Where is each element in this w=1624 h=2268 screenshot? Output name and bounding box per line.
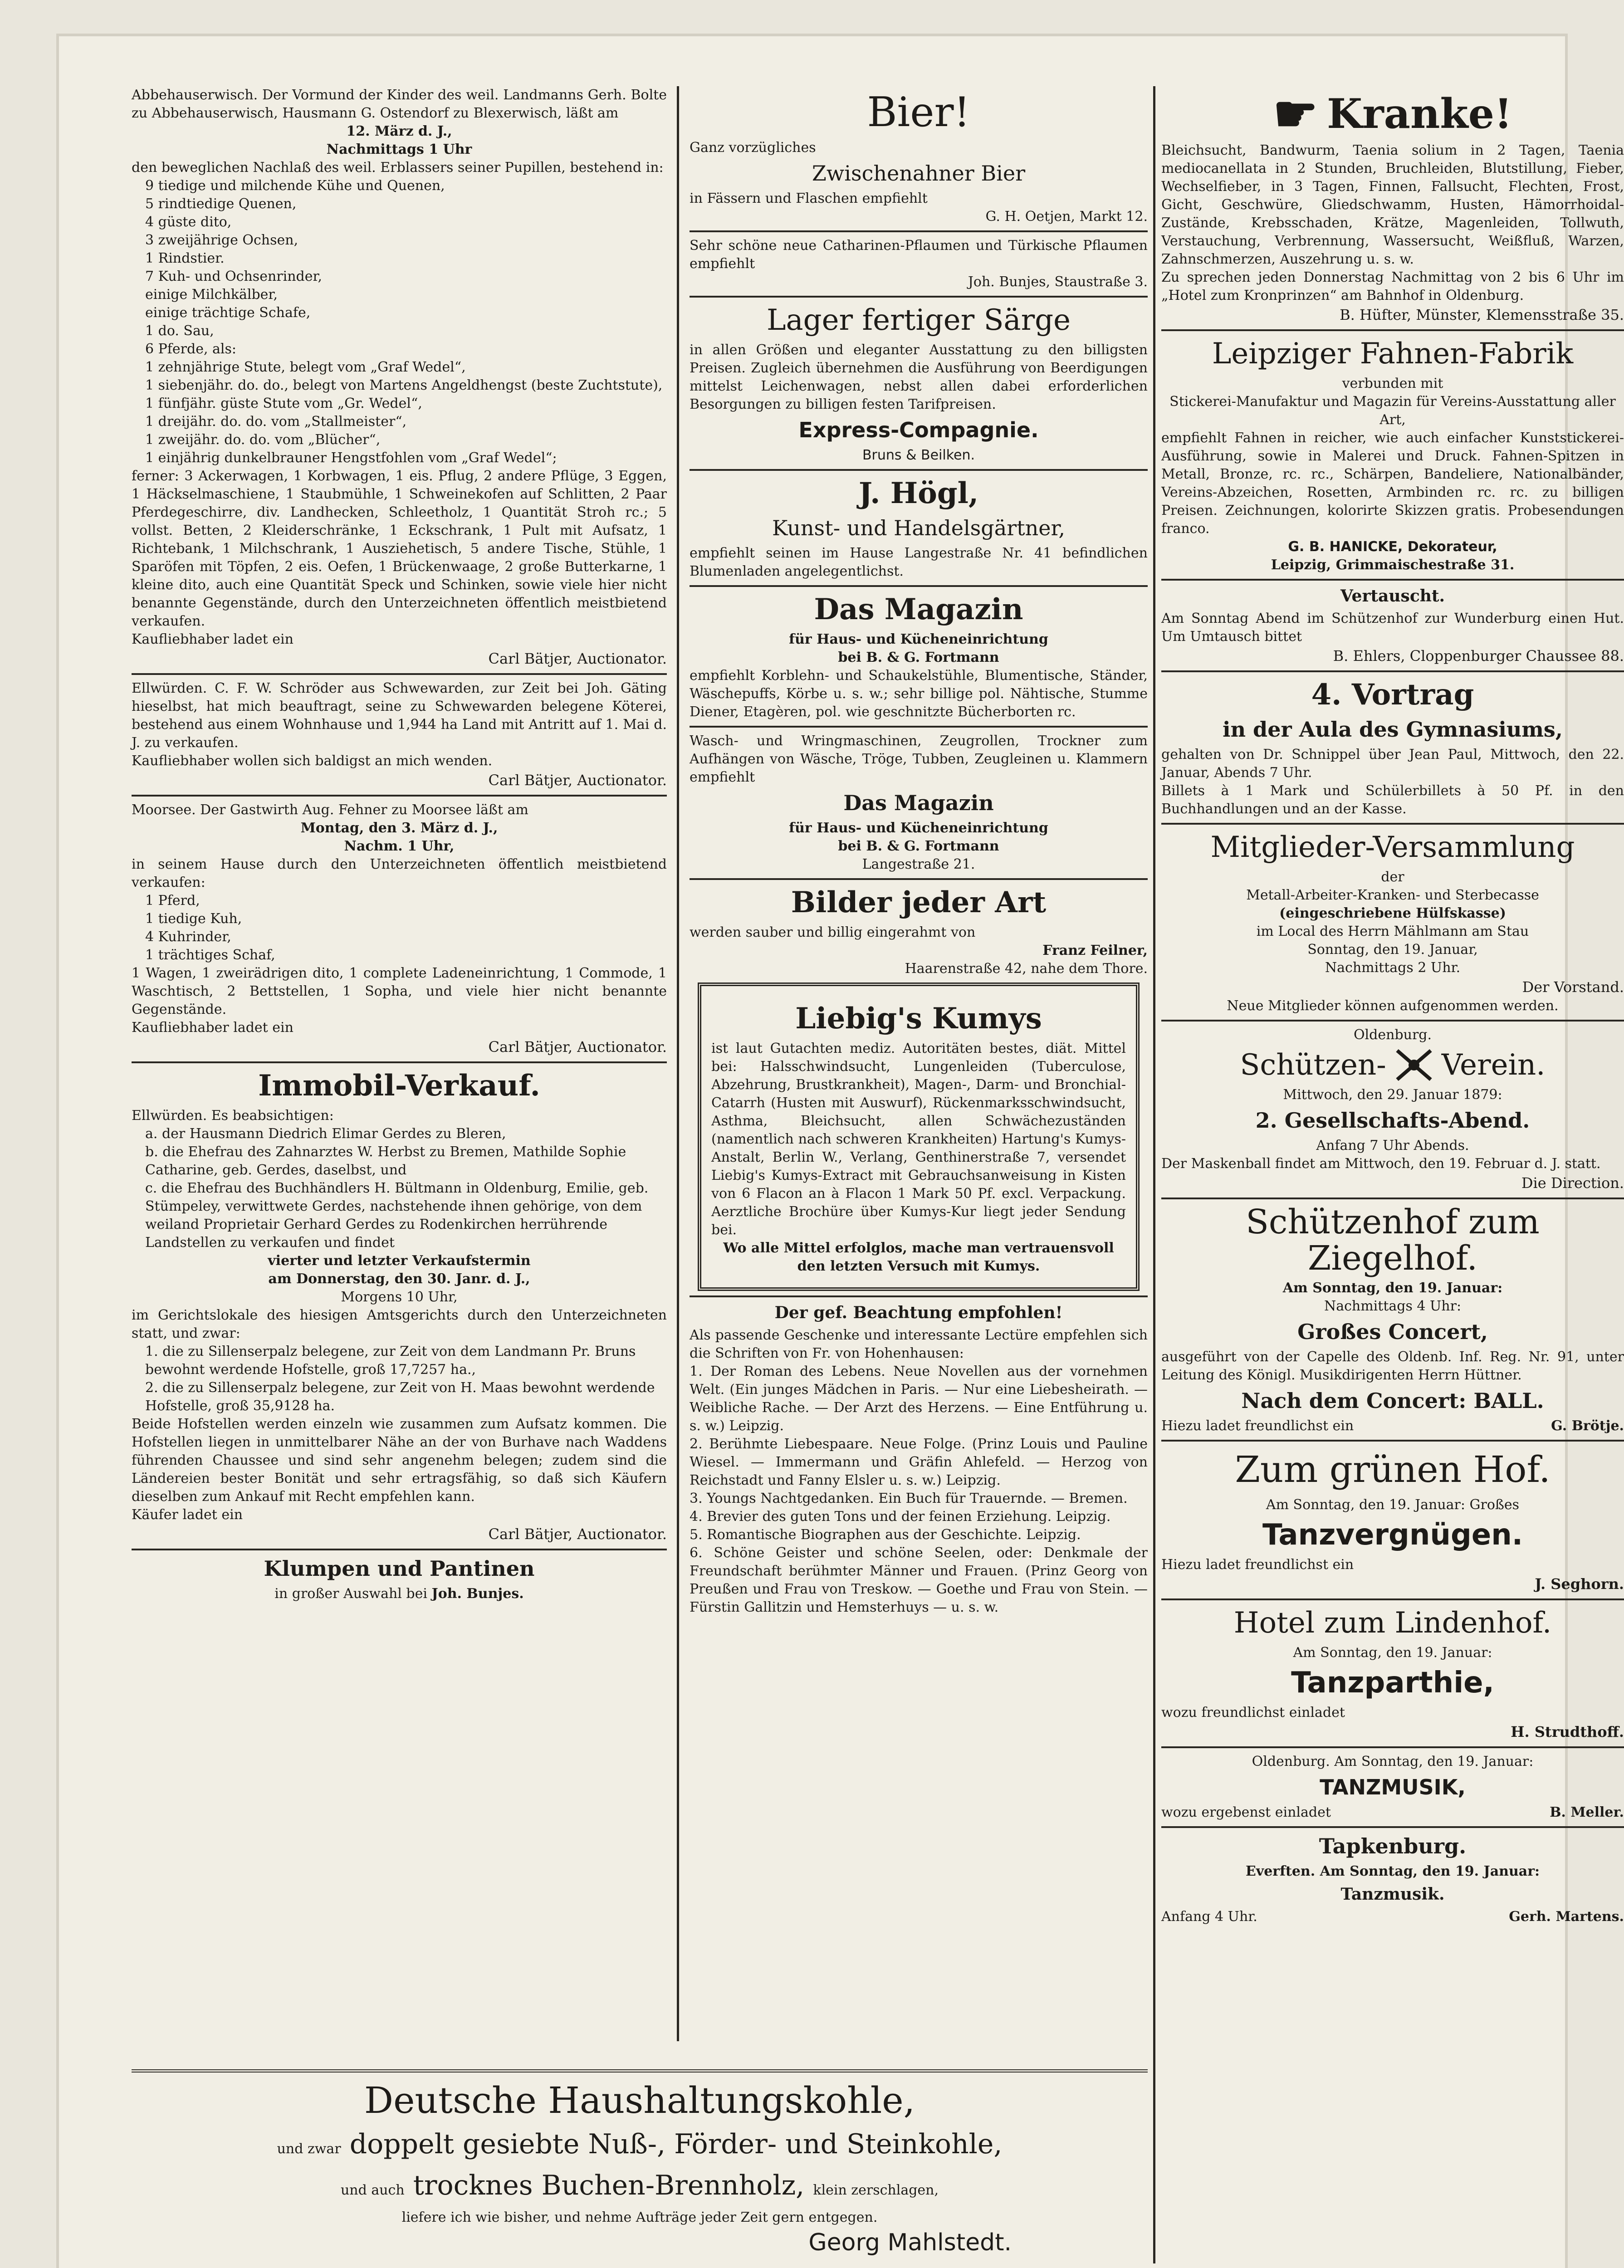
ad-klumpen-pantinen	[132, 1555, 667, 1603]
text-line: wozu freundlichst einladet	[1161, 1705, 1345, 1721]
firm-name: bei B. & G. Fortmann	[838, 650, 999, 665]
ad-title: Immobil-Verkauf.	[258, 1069, 540, 1103]
list-item: 1 zehnjährige Stute, belegt vom „Graf Wedel“,	[145, 359, 466, 375]
firm-name: bei B. & G. Fortmann	[838, 838, 999, 854]
divider	[1161, 329, 1624, 331]
text-line: Abbehauserwisch. Der Vormund der Kinder des weil. Landmanns Gerh. Bolte zu Abbehauserwisch, Hausmann G. Ostendorf zu Blexerwisch, läßt am	[132, 87, 667, 121]
seller-name: Franz Feilner,	[1042, 943, 1148, 958]
list-item: 1 dreijähr. do. do. vom „Stallmeister“,	[145, 414, 407, 430]
divider	[1161, 1746, 1624, 1748]
address: Leipzig, Grimmaischestraße 31.	[1271, 557, 1515, 573]
signature: G. Brötje.	[1551, 1418, 1624, 1434]
event-title: Tanzparthie,	[1291, 1666, 1494, 1700]
list-item: 1 siebenjähr. do. do., belegt von Martens Angeldhengst (beste Zuchtstute),	[145, 377, 663, 393]
signature: Carl Bätjer, Auctionator.	[488, 1525, 667, 1543]
divider	[690, 726, 1148, 728]
product-name: Zwischenahner Bier	[812, 161, 1026, 186]
column-rule	[1153, 86, 1155, 2263]
org-subtitle: (eingeschriebene Hülfskasse)	[1279, 905, 1506, 921]
divider	[1161, 1020, 1624, 1022]
signature: Carl Bätjer, Auctionator.	[488, 650, 667, 667]
ad-lindenhof	[1161, 1605, 1624, 1742]
list-item: 6. Schöne Geister und schöne Seelen, oder: Denkmale der Freundschaft berühmter Männer und Frauen. (Prinz Georg von Preußen und Frau von Treskow. — Goethe und Frau von Stein. — Fürstin Gallitzin und Hemsterhuys — u. s. w.	[690, 1545, 1148, 1615]
divider	[1161, 1598, 1624, 1600]
auction-term: vierter und letzter Verkaufstermin	[268, 1253, 531, 1269]
product-line: trocknes Buchen-Brennholz,	[413, 2170, 805, 2201]
signature: J. Seghorn.	[1535, 1575, 1624, 1593]
list-item: 1 trächtiges Schaf,	[145, 947, 275, 963]
ad-schuetzenverein	[1161, 1026, 1624, 1193]
ad-lectuere	[690, 1302, 1148, 1617]
company-owners: Bruns & Beilken.	[862, 447, 975, 463]
ad-tapkenburg	[1161, 1833, 1624, 1926]
text-line: Als passende Geschenke und interessante Lectüre empfehlen sich die Schriften von Fr. von Hohenhausen:	[690, 1327, 1148, 1361]
ad-title: Bilder jeder Art	[791, 885, 1047, 919]
company-name: Express-Compagnie.	[798, 418, 1039, 442]
signature: B. Ehlers, Cloppenburger Chaussee 88.	[1333, 647, 1624, 665]
list-item: 1 do. Sau,	[145, 323, 214, 339]
ad-subtitle: in der Aula des Gymnasiums,	[1223, 717, 1563, 742]
ad-tanzmusik	[1161, 1753, 1624, 1822]
divider	[132, 2069, 1148, 2072]
text-line: Moorsee. Der Gastwirth Aug. Fehner zu Moorsee läßt am	[132, 802, 528, 818]
event-title: 2. Gesellschafts-Abend.	[1255, 1108, 1530, 1133]
list-item: 4 güste dito,	[145, 214, 232, 230]
text-line: der	[1381, 869, 1404, 885]
column-rule	[677, 86, 679, 2041]
text-line: in Fässern und Flaschen empfiehlt	[690, 191, 928, 206]
event-date: Am Sonntag, den 19. Januar:	[1293, 1645, 1492, 1661]
ad-subtitle: für Haus- und Kücheneinrichtung	[789, 631, 1048, 647]
ad-title: Vertauscht.	[1340, 587, 1445, 606]
auction-date: Montag, den 3. März d. J.,	[300, 820, 498, 836]
signature: Der Vorstand.	[1522, 978, 1624, 996]
address: Haarenstraße 42, nahe dem Thore.	[905, 961, 1148, 977]
divider	[690, 296, 1148, 298]
ad-subtitle: Kunst- und Handelsgärtner,	[772, 516, 1066, 540]
ad-title: Lager fertiger Särge	[767, 303, 1071, 337]
list-item: 1 einjährig dunkelbrauner Hengstfohlen vom „Graf Wedel“;	[145, 450, 557, 466]
seller-name: Joh. Bunjes.	[431, 1586, 524, 1602]
ad-title: Liebig's Kumys	[795, 1002, 1042, 1036]
list-item: 2. die zu Sillenserpalz belegene, zur Zeit von H. Maas bewohnt werdende Hofstelle, groß 35,9128 ha.	[145, 1380, 655, 1414]
text-line: im Gerichtslokale des hiesigen Amtsgerichts durch den Unterzeichneten statt, und zwar:	[132, 1307, 667, 1341]
text-block: Billets à 1 Mark und Schülerbillets à 50 Pf. in den Buchhandlungen und an der Kasse.	[1161, 783, 1624, 817]
ad-moorsee-auction	[132, 801, 667, 1057]
signature: B. Meller.	[1550, 1804, 1624, 1820]
event-date: Am Sonntag, den 19. Januar: Großes	[1266, 1497, 1520, 1513]
divider	[690, 469, 1148, 471]
signature: Carl Bätjer, Auctionator.	[488, 772, 667, 789]
newspaper-page	[59, 36, 1624, 2268]
text-block: 1 Wagen, 1 zweirädrigen dito, 1 complete Ladeneinrichtung, 1 Commode, 1 Waschtisch, 2 Bettstellen, 1 Sopha, und viele hier nicht benannte Gegenstände.	[132, 965, 667, 1017]
event-date: Sonntag, den 19. Januar,	[1307, 942, 1478, 958]
auction-time: Morgens 10 Uhr,	[341, 1289, 458, 1305]
list-item: 6 Pferde, als:	[145, 341, 237, 357]
ad-kumys-frame	[698, 982, 1140, 1291]
ad-title: Mitglieder-Versammlung	[1210, 831, 1575, 864]
text-block: empfiehlt Fahnen in reicher, wie auch einfacher Kunststickerei-Ausführung, sowie in Malerei und Druck. Fahnen-Spitzen in Metall, Bronze, rc. rc., Schärpen, Bandeliere, Nationalbänder, Vereins-Abzeichen, Rosetten, Armbinden rc. rc. zu billigen Preisen. Zeichnungen, kolorirte Skizzen gratis. Probesendungen franco.	[1161, 430, 1624, 537]
signature: B. Hüfter, Münster, Klemensstraße 35.	[1340, 306, 1624, 323]
seller-name: Georg Mahlstedt.	[808, 2229, 1012, 2256]
ad-title: Deutsche Haushaltungskohle,	[364, 2079, 915, 2121]
text-line: Hiezu ladet freundlichst ein	[1161, 1418, 1354, 1434]
closing-line: Wo alle Mittel erfolglos, mache man vertrauensvoll den letzten Versuch mit Kumys.	[723, 1240, 1114, 1274]
ad-bier	[690, 89, 1148, 226]
text-line: Kaufliebhaber ladet ein	[132, 1020, 293, 1036]
list-item: c. die Ehefrau des Buchhändlers H. Bültmann in Oldenburg, Emilie, geb. Stümpeley, verwittwete Gerdes, nachstehende ihnen gehörige, von dem weiland Proprietair Gerhard Gerdes zu Rodenkirchen herrührende Landstellen zu verkaufen und findet	[145, 1180, 649, 1251]
firm-name: G. B. HANICKE, Dekorateur,	[1288, 539, 1497, 555]
text-block: Sehr schöne neue Catharinen-Pflaumen und Türkische Pflaumen empfiehlt	[690, 238, 1148, 272]
divider	[1161, 670, 1624, 672]
list-item: 3 zweijährige Ochsen,	[145, 232, 298, 248]
list-item: 1 Pferd,	[145, 893, 200, 909]
signature: Carl Bätjer, Auctionator.	[488, 1038, 667, 1056]
text-block: Zu sprechen jeden Donnerstag Nachmittag von 2 bis 6 Uhr im „Hotel zum Kronprinzen“ am Bahnhof in Oldenburg.	[1161, 269, 1624, 303]
signature: H. Strudthoff.	[1511, 1723, 1624, 1740]
seller-name: Joh. Bunjes, Staustraße 3.	[968, 274, 1148, 290]
text-block: Ellwürden. C. F. W. Schröder aus Schwewarden, zur Zeit bei Joh. Gäting hieselbst, hat mich beauftragt, seine zu Schwewarden belegene Köterei, bestehend aus einem Wohnhause und 1,944 ha Land mit Antritt auf 1. Mai d. J. zu verkaufen.	[132, 680, 667, 751]
ad-pflaumen	[690, 237, 1148, 291]
ad-auction-abbehauserwisch	[132, 86, 667, 669]
text-line: in seinem Hause durch den Unterzeichneten öffentlich meistbietend verkaufen:	[132, 856, 667, 890]
text-block: in allen Größen und eleganter Ausstattung zu den billigsten Preisen. Zugleich übernehmen die Ausführung von Beerdigungen mittelst Leichenwagen, nebst allen dabei erforderlichen Besorgungen zu billigen festen Tarifpreisen.	[690, 342, 1148, 412]
text-line: Käufer ladet ein	[132, 1507, 243, 1523]
text-block: Beide Hofstellen werden einzeln wie zusammen zum Aufsatz kommen. Die Hofstellen liegen in unmittelbarer Nähe an der von Burhave nach Waddens führenden Chaussee und sind sehr angenehm belegen; zudem sind die Ländereien bester Bonität und sehr ertragsfähig, so daß sich Käufern dieselben zum Ankauf mit Recht empfehlen kann.	[132, 1416, 667, 1505]
column-right	[1161, 86, 1624, 2263]
event-time: Nachmittags 4 Uhr:	[1324, 1298, 1462, 1314]
text-line: Kaufliebhaber ladet ein	[132, 631, 293, 647]
event-title: Tanzmusik.	[1340, 1885, 1445, 1904]
ad-title: 4. Vortrag	[1311, 678, 1474, 712]
list-item: 1. die zu Sillenserpalz belegene, zur Zeit von dem Landmann Pr. Bruns bewohnt werdende Hofstelle, groß 17,7257 ha.,	[145, 1344, 636, 1378]
divider	[132, 673, 667, 675]
text-line: und auch	[340, 2182, 405, 2198]
ad-bilder	[690, 885, 1148, 978]
text-line: Hiezu ladet freundlichst ein	[1161, 1557, 1354, 1573]
text-line: klein zerschlagen,	[813, 2182, 939, 2198]
divider	[690, 1295, 1148, 1297]
event-time: Nachmittags 2 Uhr.	[1325, 960, 1461, 976]
ad-title: Tapkenburg.	[1319, 1834, 1467, 1858]
event-date: Mittwoch, den 29. Januar 1879:	[1283, 1087, 1502, 1103]
ad-title: Kranke!	[1327, 90, 1512, 138]
city-name: Oldenburg.	[1353, 1027, 1432, 1043]
list-item: 9 tiedige und milchende Kühe und Quenen,	[145, 178, 445, 194]
text-line: Neue Mitglieder können aufgenommen werden.	[1227, 998, 1559, 1014]
column-left	[132, 86, 667, 2041]
product-line: doppelt gesiebte Nuß-, Förder- und Steinkohle,	[349, 2128, 1003, 2160]
text-line: ferner: 3 Ackerwagen, 1 Korbwagen, 1 eis. Pflug, 2 andere Pflüge, 3 Eggen, 1 Häckselmaschiene, 1 Staubmühle, 1 Schweinekofen auf Schlitten, 2 Paar Pferdegeschirre, div. Landhecken, Schleetholz, 1 Quantität Stroh rc.; 5 vollst. Betten, 2 Kleiderschränke, 1 Eckschrank, 1 Pult mit Aufsatz, 1 Richtebank, 1 Milchschrank, 1 Ausziehetisch, 5 andere Tische, Stühle, 1 Sparöfen mit Töpfen, 2 eis. Oefen, 1 Brückenwaage, 2 große Butterkarne, 1 kleine dito, auch eine Quantität Speck und Schinken, sowie viele hier nicht benannte Gegenstände, durch den Unterzeichneten öffentlich meistbietend verkaufen.	[132, 468, 667, 629]
signature: Die Direction.	[1521, 1174, 1624, 1192]
ad-ellwuerden-koeterei	[132, 679, 667, 790]
list-item: 4. Brevier des guten Tons und der feinen Erziehung. Leipzig.	[690, 1509, 1111, 1525]
ad-magazin-2	[690, 732, 1148, 874]
event-ball: Nach dem Concert: BALL.	[1241, 1388, 1544, 1413]
auction-time: Nachmittags 1 Uhr	[326, 142, 472, 157]
ad-vertauscht	[1161, 585, 1624, 666]
text-block: empfiehlt Korblehn- und Schaukelstühle, Blumentische, Ständer, Wäschepuffs, Körbe u. s. w.; sehr billige pol. Nähtische, Stumme Diener, Etagèren, pol. wie geschnitzte Bücherborten rc.	[690, 668, 1148, 720]
list-item: 2. Berühmte Liebespaare. Neue Folge. (Prinz Louis und Pauline Wiesel. — Immermann und Gräfin Ahlefeld. — Herzog von Reichstadt und Fanny Elsler u. s. w.) Leipzig.	[690, 1436, 1148, 1488]
list-item: 1 zweijähr. do. do. vom „Blücher“,	[145, 432, 381, 448]
text-block: gehalten von Dr. Schnippel über Jean Paul, Mittwoch, den 22. Januar, Abends 7 Uhr.	[1161, 747, 1624, 781]
ad-subtitle: für Haus- und Kücheneinrichtung	[789, 820, 1048, 836]
divider	[1161, 579, 1624, 581]
divider	[1161, 823, 1624, 825]
ad-ziegelhof	[1161, 1204, 1624, 1435]
list-item: 1 tiedige Kuh,	[145, 911, 242, 927]
text-block: empfiehlt seinen im Hause Langestraße Nr. 41 befindlichen Blumenladen angelegentlichst.	[690, 545, 1148, 579]
text-line: und zwar	[277, 2141, 341, 2157]
text-line: in großer Auswahl bei	[274, 1586, 427, 1602]
text-block: ausgeführt von der Capelle des Oldenb. Inf. Reg. Nr. 91, unter Leitung des Königl. Musikdirigenten Herrn Hüttner.	[1161, 1349, 1624, 1383]
auction-time: Nachm. 1 Uhr,	[344, 838, 455, 854]
text-line: wozu ergebenst einladet	[1161, 1804, 1331, 1820]
ad-hoegl	[690, 475, 1148, 581]
event-date: Oldenburg. Am Sonntag, den 19. Januar:	[1252, 1754, 1534, 1769]
ad-haushaltungskohle	[132, 2064, 1148, 2268]
place: im Local des Herrn Mählmann am Stau	[1256, 924, 1529, 939]
ad-fahnen	[1161, 336, 1624, 574]
event-date: Everften. Am Sonntag, den 19. Januar:	[1245, 1863, 1540, 1879]
ad-title: J. Högl,	[858, 476, 979, 510]
text-line: Ganz vorzügliches	[690, 140, 816, 156]
ad-title-left: Schützen-	[1240, 1048, 1386, 1082]
ad-title: Zum grünen Hof.	[1235, 1448, 1551, 1491]
signature: Gerh. Martens.	[1509, 1909, 1624, 1925]
ad-vortrag	[1161, 677, 1624, 818]
auction-date: am Donnerstag, den 30. Janr. d. J.,	[268, 1271, 530, 1287]
text-line: den beweglichen Nachlaß des weil. Erblassers seiner Pupillen, bestehend in:	[132, 160, 664, 176]
list-item: 1 fünfjähr. güste Stute vom „Gr. Wedel“,	[145, 396, 422, 411]
ad-title: Das Magazin	[843, 791, 994, 815]
divider	[1161, 1826, 1624, 1828]
text-line: Am Sonntag Abend im Schützenhof zur Wunderburg einen Hut. Um Umtausch bittet	[1161, 611, 1624, 645]
text-line: Kaufliebhaber wollen sich baldigst an mich wenden.	[132, 753, 493, 769]
event-time: Anfang 7 Uhr Abends.	[1316, 1138, 1469, 1154]
ad-kranke	[1161, 84, 1624, 325]
divider	[132, 795, 667, 797]
org-name: Metall-Arbeiter-Kranken- und Sterbecasse	[1246, 887, 1539, 903]
text-block: Wasch- und Wringmaschinen, Zeugrollen, Trockner zum Aufhängen von Wäsche, Tröge, Tubben, Zeugleinen u. Klammern empfiehlt	[690, 733, 1148, 785]
ad-title: Der gef. Beachtung empfohlen!	[774, 1303, 1063, 1322]
ad-subtitle: Stickerei-Manufaktur und Magazin für Vereins-Ausstattung aller Art,	[1169, 394, 1616, 428]
ad-title: Hotel zum Lindenhof.	[1233, 1606, 1552, 1640]
crossed-rifles-icon	[1394, 1047, 1434, 1083]
divider	[690, 230, 1148, 232]
list-item: einige Milchkälber,	[145, 287, 278, 303]
list-item: 4 Kuhrinder,	[145, 929, 231, 945]
ad-title: Klumpen und Pantinen	[264, 1556, 535, 1581]
text-line: verbunden mit	[1342, 376, 1443, 391]
text-line: werden sauber und billig eingerahmt von	[690, 924, 976, 940]
address: Langestraße 21.	[862, 856, 975, 872]
seller-name: G. H. Oetjen, Markt 12.	[985, 209, 1148, 225]
auction-date: 12. März d. J.,	[346, 123, 452, 139]
list-item: 3. Youngs Nachtgedanken. Ein Buch für Trauernde. — Bremen.	[690, 1491, 1128, 1506]
event-title: Großes Concert,	[1297, 1320, 1488, 1344]
divider	[132, 1549, 667, 1550]
event-title: Tanzvergnügen.	[1262, 1518, 1523, 1552]
ad-title: Das Magazin	[814, 592, 1023, 626]
list-item: a. der Hausmann Diedrich Elimar Gerdes zu Bleren,	[145, 1126, 506, 1142]
divider	[690, 585, 1148, 587]
pointing-hand-icon: ☛	[1273, 84, 1318, 143]
list-item: einige trächtige Schafe,	[145, 305, 311, 321]
event-title: TANZMUSIK,	[1320, 1775, 1466, 1799]
ad-title: Leipziger Fahnen-Fabrik	[1212, 337, 1574, 371]
list-item: 1. Der Roman des Lebens. Neue Novellen aus der vornehmen Welt. (Ein junges Mädchen in Paris. — Nur eine Liebesheirath. — Weibliche Rache. — Der Arzt des Herzens. — Eine Entführung u. s. w.) Leipzig.	[690, 1364, 1148, 1434]
event-date: Am Sonntag, den 19. Januar:	[1282, 1280, 1503, 1296]
ad-title-right: Verein.	[1441, 1048, 1546, 1082]
ad-mitglieder	[1161, 829, 1624, 1015]
ad-magazin-1	[690, 591, 1148, 721]
divider	[132, 1061, 667, 1063]
divider	[690, 878, 1148, 880]
divider	[1161, 1198, 1624, 1199]
text-block: Bleichsucht, Bandwurm, Taenia solium in 2 Tagen, Taenia mediocanellata in 2 Stunden, Bruchleiden, Blutstillung, Fieber, Wechselfieber, in 3 Tagen, Finnen, Fallsucht, Flechten, Frost, Gicht, Geschwüre, Gliedschwamm, Husten, Hämorrhoidal-Zustände, Krebsschaden, Krätze, Magenleiden, Tollwuth, Verstauchung, Verbrennung, Wassersucht, Weißfluß, Warzen, Zahnschmerzen, Auszehrung u. s. w.	[1161, 142, 1624, 267]
ad-gruener-hof	[1161, 1446, 1624, 1594]
divider	[1161, 1440, 1624, 1442]
ad-immobil-verkauf	[132, 1068, 667, 1544]
ad-saerge	[690, 302, 1148, 464]
list-item: 1 Rindstier.	[145, 250, 225, 266]
list-item: 5. Romantische Biographen aus der Geschichte. Leipzig.	[690, 1527, 1081, 1543]
list-item: b. die Ehefrau des Zahnarztes W. Herbst zu Bremen, Mathilde Sophie Catharine, geb. Gerdes, daselbst, und	[145, 1144, 626, 1178]
text-line: Der Maskenball findet am Mittwoch, den 19. Februar d. J. statt.	[1161, 1156, 1601, 1172]
text-line: liefere ich wie bisher, und nehme Aufträge jeder Zeit gern entgegen.	[401, 2209, 878, 2225]
ad-title: Bier!	[867, 88, 970, 136]
text-block: ist laut Gutachten mediz. Autoritäten bestes, diät. Mittel bei: Halsschwindsucht, Lungenleiden (Tuberculose, Abzehrung, Brustkrankheit), Magen-, Darm- und Bronchial-Catarrh (Husten mit Auswurf), Rückenmarksschwindsucht, Asthma, Bleichsucht, allen Schwächezuständen (namentlich nach schweren Krankheiten) Hartung's Kumys-Anstalt, Berlin W., Verlang, Genthinerstraße 7, versendet Liebig's Kumys-Extract mit Gebrauchsanweisung in Kisten von 6 Flacon an à Flacon 1 Mark 50 Pf. excl. Verpackung. Aerztliche Brochüre über Kumys-Kur liegt jeder Sendung bei.	[711, 1041, 1126, 1238]
list-item: 7 Kuh- und Ochsenrinder,	[145, 269, 323, 284]
list-item: 5 rindtiedige Quenen,	[145, 196, 297, 212]
event-time: Anfang 4 Uhr.	[1161, 1909, 1257, 1925]
text-line: Ellwürden. Es beabsichtigen:	[132, 1108, 334, 1124]
ad-title: Schützenhof zum Ziegelhof.	[1246, 1202, 1540, 1278]
column-middle	[690, 86, 1148, 2041]
